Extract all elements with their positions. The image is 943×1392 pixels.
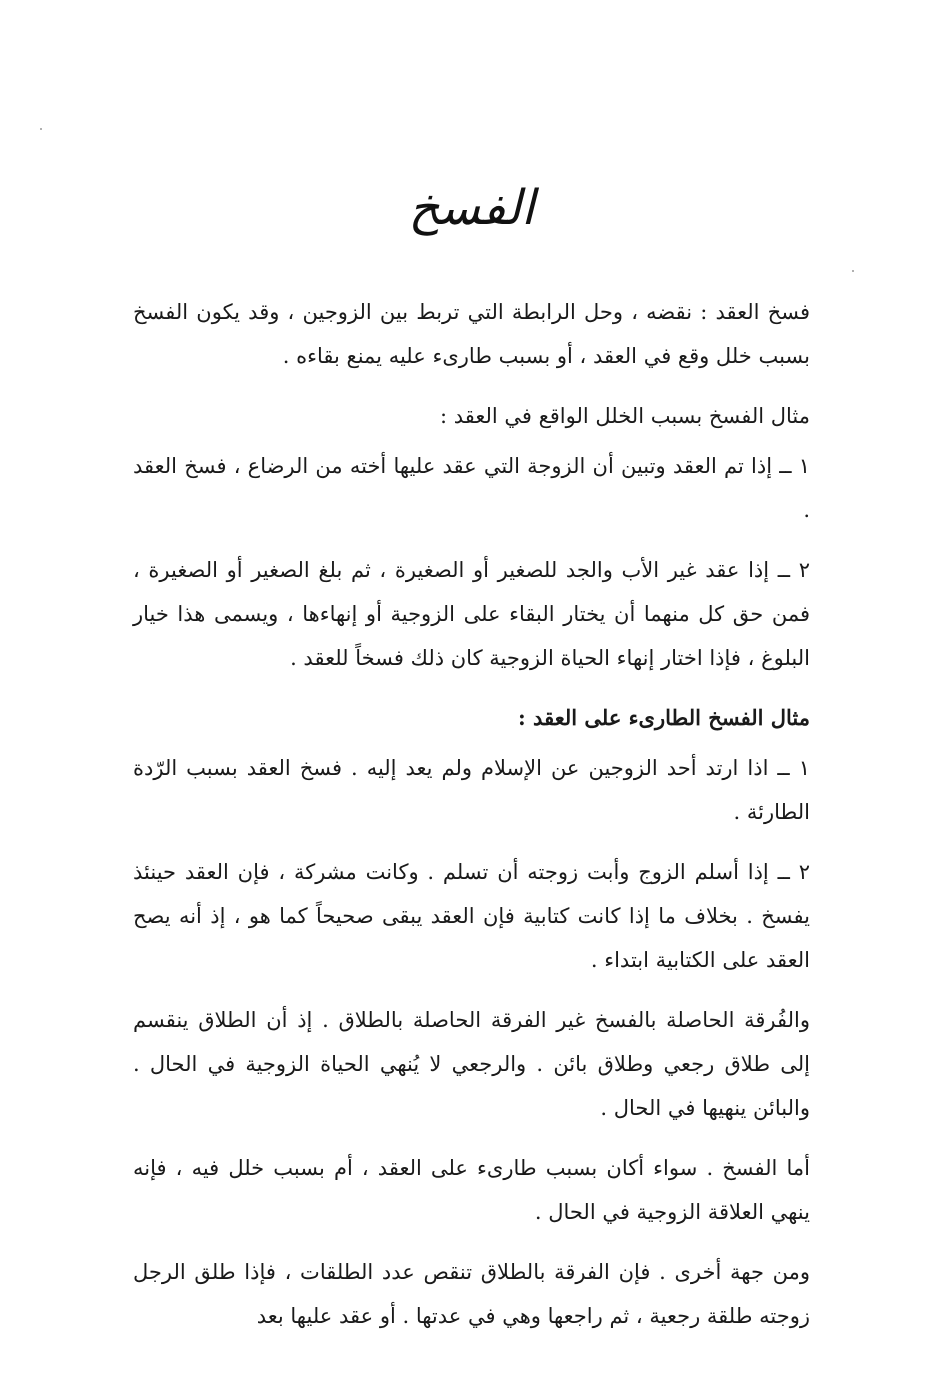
document-body: [133, 290, 810, 1354]
heading-supervening-example: مثال الفسخ الطارىء على العقد :: [517, 705, 810, 730]
paragraph-definition: فسخ العقد : نقضه ، وحل الرابطة التي تربط بين الزوجين ، وقد يكون الفسخ بسبب خلل وقع في العقد ، أو بسبب طارىء عليه يمنع بقاءه .: [133, 300, 810, 368]
paragraph-annulment: أما الفسخ . سواء أكان بسبب طارىء على العقد ، أم بسبب خلل فيه ، فإنه ينهي العلاقة الزوجية في الحال .: [133, 1156, 810, 1224]
page-title: الفسخ: [408, 180, 535, 236]
heading-defect-example: مثال الفسخ بسبب الخلل الواقع في العقد :: [439, 404, 810, 428]
paragraph-supervening-2: ٢ ــ إذا أسلم الزوج وأبت زوجته أن تسلم . وكانت مشركة ، فإن العقد حينئذ يفسخ . بخلاف ما إذا كانت كتابية فإن العقد يبقى صحيحاً كما هو ، إذ أنه يصح العقد على الكتابية ابتداء .: [133, 860, 810, 972]
paragraph-separation: والفُرقة الحاصلة بالفسخ غير الفرقة الحاصلة بالطلاق . إذ أن الطلاق ينقسم إلى طلاق رجعي وطلاق بائن . والرجعي لا يُنهي الحياة الزوجية في الحال . والبائن ينهيها في الحال .: [133, 1008, 810, 1120]
scan-speck: [40, 128, 42, 130]
paragraph-example-2: ٢ ــ إذا عقد غير الأب والجد للصغير أو الصغيرة ، ثم بلغ الصغير أو الصغيرة ، فمن حق كل منهما أن يختار البقاء على الزوجية أو إنهاءها ، ويسمى هذا خيار البلوغ ، فإذا اختار إنهاء الحياة الزوجية كان ذلك فسخاً للعقد .: [133, 558, 810, 670]
paragraph-example-1: ١ ــ إذا تم العقد وتبين أن الزوجة التي عقد عليها أخته من الرضاع ، فسخ العقد .: [133, 454, 810, 522]
paragraph-other-side: ومن جهة أخرى . فإن الفرقة بالطلاق تنقص عدد الطلقات ، فإذا طلق الرجل زوجته طلقة رجعية ، ثم راجعها وهي في عدتها . أو عقد عليها بعد: [133, 1260, 810, 1328]
scan-speck: [852, 270, 854, 272]
paragraph-supervening-1: ١ ــ اذا ارتد أحد الزوجين عن الإسلام ولم يعد إليه . فسخ العقد بسبب الرّدة الطارئة .: [133, 756, 810, 824]
